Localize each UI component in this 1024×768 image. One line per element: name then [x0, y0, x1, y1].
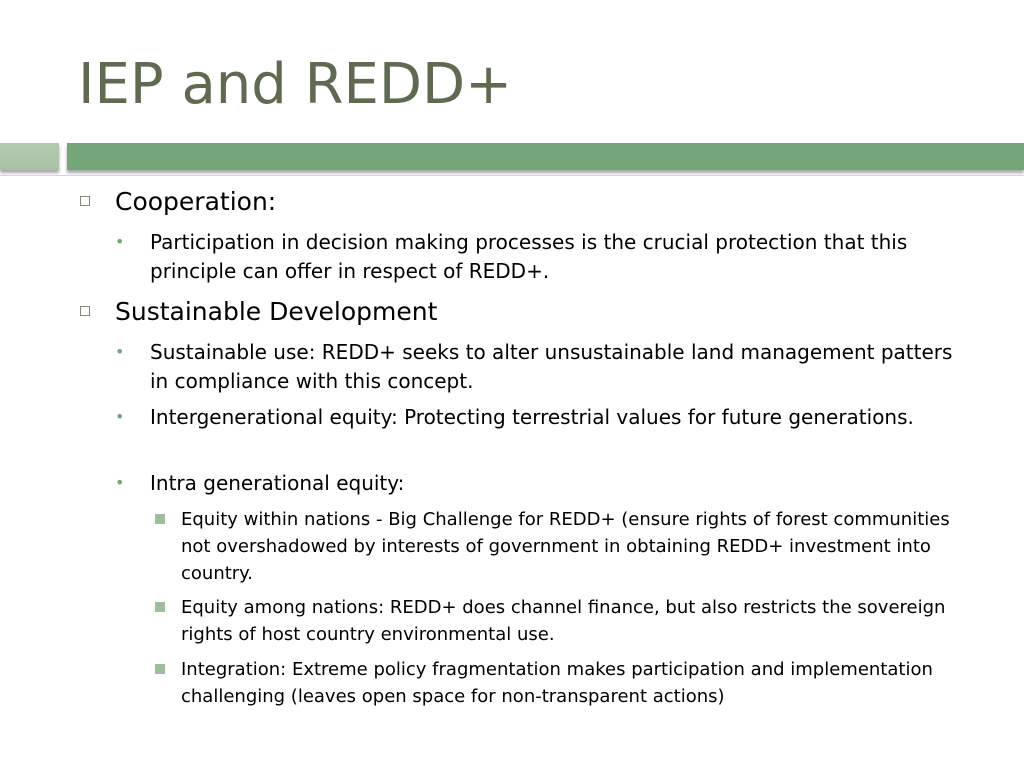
bullet-text: Intra generational equity: — [150, 471, 405, 495]
bullet-text: Cooperation: — [115, 187, 277, 216]
dot-bullet-icon: • — [115, 232, 125, 251]
bullet-item-level3 — [155, 506, 965, 587]
dot-bullet-icon: • — [115, 407, 125, 426]
bullet-item-level3 — [155, 594, 965, 648]
bullet-item-level2 — [115, 403, 975, 432]
slide-title: IEP and REDD+ — [78, 52, 513, 117]
bullet-text: Integration: Extreme policy fragmentation makes participation and implementation challenging (leaves open space for non-transparent actions) — [181, 659, 933, 707]
bullet-item-level2 — [115, 338, 975, 396]
filled-square-bullet-icon — [155, 602, 165, 612]
bullet-text: Intergenerational equity: Protecting terrestrial values for future generations. — [150, 405, 914, 429]
hollow-square-bullet-icon — [80, 196, 90, 206]
filled-square-bullet-icon — [155, 514, 165, 524]
hollow-square-bullet-icon — [80, 306, 90, 316]
bullet-item-level1 — [80, 297, 980, 327]
bullet-text: Participation in decision making processes is the crucial protection that this principle can offer in respect of REDD+. — [150, 230, 908, 283]
bullet-text: Sustainable Development — [115, 297, 438, 326]
dot-bullet-icon: • — [115, 342, 125, 361]
filled-square-bullet-icon — [155, 664, 165, 674]
bullet-item-level1 — [80, 187, 980, 217]
bullet-text: Equity within nations - Big Challenge for REDD+ (ensure rights of forest communities not overshadowed by interests of government in obtaining REDD+ investment into country. — [181, 509, 950, 584]
bullet-item-level2 — [115, 469, 975, 498]
bullet-text: Equity among nations: REDD+ does channel finance, but also restricts the sovereign rights of host country environmental use. — [181, 597, 946, 645]
bullet-item-level3 — [155, 656, 965, 710]
bullet-text: Sustainable use: REDD+ seeks to alter unsustainable land management patters in compliance with this concept. — [150, 340, 953, 393]
bullet-item-level2 — [115, 228, 975, 286]
dot-bullet-icon: • — [115, 473, 125, 492]
